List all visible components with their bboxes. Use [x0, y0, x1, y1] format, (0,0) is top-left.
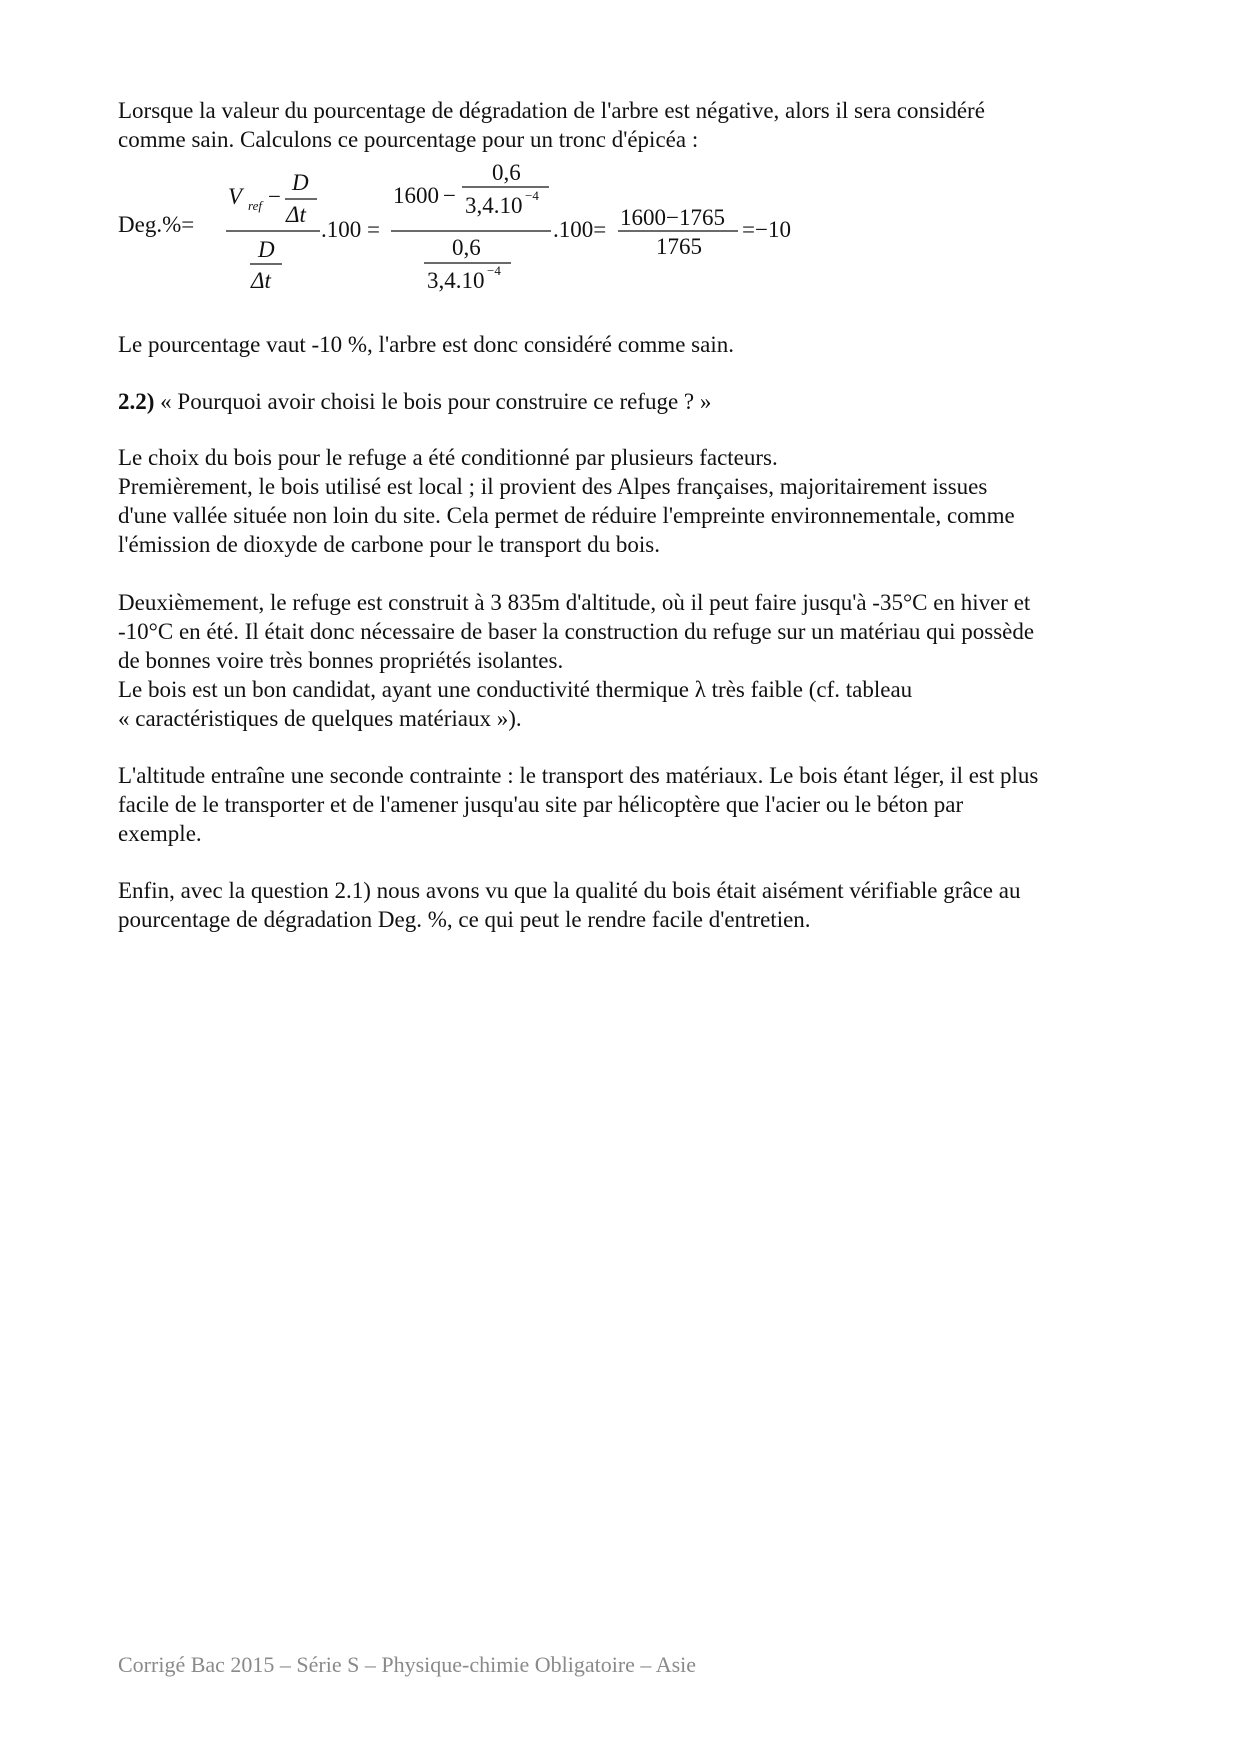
degradation-formula	[118, 160, 1018, 308]
page-footer: Corrigé Bac 2015 – Série S – Physique-chimie Obligatoire – Asie	[118, 1652, 697, 1677]
formula-times100-1: .100	[321, 217, 362, 242]
paragraph-transport: L'altitude entraîne une seconde contrainte : le transport des matériaux. Le bois étant léger, il est plus facile de le transporter et de l'amener jusqu'au site par hélicoptère que l'acier ou le béton par exemple.	[118, 763, 1039, 846]
formula-frac3-den: 1765	[656, 234, 702, 259]
paragraph-factors: Le choix du bois pour le refuge a été conditionné par plusieurs facteurs. Premièrement, le bois utilisé est local ; il provient des Alpes françaises, majoritairement issues d'une vallée située non loin du site. Cela permet de réduire l'empreinte environnementale, comme l'émission de dioxyde de carbone pour le transport du bois.	[118, 445, 1015, 557]
formula-0-6-b: 0,6	[452, 235, 481, 260]
formula-result: =−10	[742, 217, 791, 242]
formula-d-1: D	[292, 170, 309, 195]
formula-d-2: D	[258, 237, 275, 262]
formula-frac3-num: 1600−1765	[620, 205, 725, 230]
formula-0-6-a: 0,6	[492, 160, 521, 185]
formula-label: Deg.%=	[118, 212, 195, 237]
formula-delta-t-2: Δt	[251, 268, 271, 293]
formula-eq-1: =	[367, 217, 380, 242]
formula-minus-2: −	[443, 183, 456, 208]
formula-3-4-b: 3,4.10	[427, 268, 485, 293]
result-paragraph: Le pourcentage vaut -10 %, l'arbre est donc considéré comme sain.	[118, 332, 734, 357]
question-text: « Pourquoi avoir choisi le bois pour construire ce refuge ? »	[154, 389, 712, 414]
formula-1600: 1600	[393, 183, 439, 208]
paragraph-altitude-climate: Deuxièmement, le refuge est construit à 3 835m d'altitude, où il peut faire jusqu'à -35°C en hiver et -10°C en été. Il était donc nécessaire de baser la construction du refuge sur un matériau qui possède de bonnes voire très bonnes propriétés isolantes. Le bois est un bon candidat, ayant une conductivité thermique λ très faible (cf. tableau « caractéristiques de quelques matériaux »).	[118, 590, 1035, 731]
intro-paragraph: Lorsque la valeur du pourcentage de dégradation de l'arbre est négative, alors il sera considéré comme sain. Calculons ce pourcentage pour un tronc d'épicéa :	[118, 98, 985, 152]
formula-delta-t-1: Δt	[286, 202, 306, 227]
formula-times100-eq: .100=	[553, 217, 607, 242]
paragraph-maintenance: Enfin, avec la question 2.1) nous avons vu que la qualité du bois était aisément vérifiable grâce au pourcentage de dégradation Deg. %, ce qui peut le rendre facile d'entretien.	[118, 878, 1021, 932]
question-2-2	[118, 387, 1128, 416]
formula-3-4-a: 3,4.10	[465, 193, 523, 218]
formula-exp-b: −4	[487, 263, 501, 278]
formula-minus-1: −	[268, 184, 281, 209]
formula-v: V	[228, 184, 243, 209]
question-number: 2.2)	[118, 389, 155, 414]
formula-exp-a: −4	[525, 188, 539, 203]
formula-ref: ref	[248, 198, 262, 213]
